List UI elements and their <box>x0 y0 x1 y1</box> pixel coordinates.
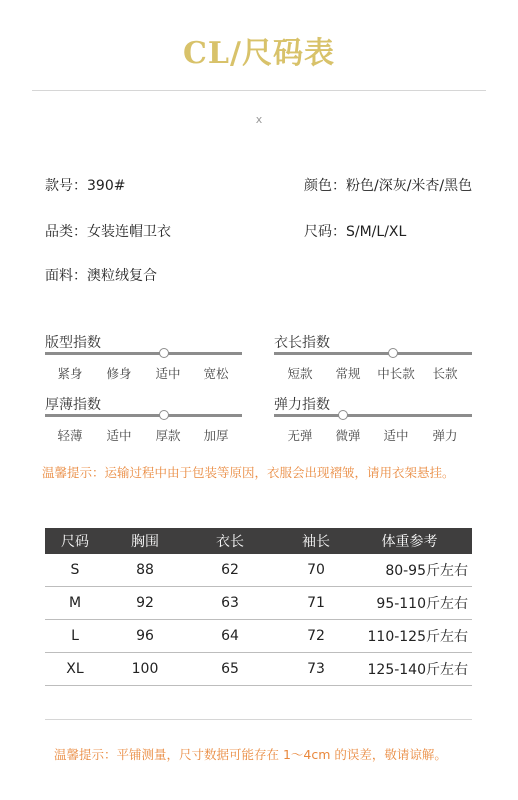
scale-option: 修身 <box>106 366 132 381</box>
scale-option: 加厚 <box>203 428 229 443</box>
scale-option: 微弹 <box>335 428 361 443</box>
header-length: 衣长 <box>216 534 244 550</box>
cell-sleeve: 70 <box>307 562 325 578</box>
table-row <box>45 587 472 620</box>
cell-length: 63 <box>221 595 239 611</box>
table-row <box>45 620 472 653</box>
scale-title: 版型指数 <box>45 335 101 351</box>
cell-length: 62 <box>221 562 239 578</box>
scale-knob <box>388 348 398 358</box>
cell-size: S <box>70 562 80 578</box>
colors: 颜色：粉色/深灰/米杏/黑色 <box>304 178 473 194</box>
table-row <box>45 653 472 686</box>
scale-option: 中长款 <box>377 366 415 381</box>
sizes: 尺码：S/M/L/XL <box>304 224 407 240</box>
scale-title: 衣长指数 <box>274 335 330 351</box>
cell-sleeve: 72 <box>307 628 325 644</box>
cell-chest: 92 <box>136 595 154 611</box>
cell-chest: 88 <box>136 562 154 578</box>
scale-option: 短款 <box>287 366 313 381</box>
scale-option: 适中 <box>106 428 132 443</box>
cell-chest: 100 <box>131 661 159 677</box>
scale-option: 厚款 <box>155 428 181 443</box>
title-divider <box>32 90 486 91</box>
close-mark: x <box>255 113 263 126</box>
scale-option: 宽松 <box>203 366 229 381</box>
fabric: 面料：澳粒绒复合 <box>45 268 157 284</box>
cell-weight: 125-140斤左右 <box>367 662 468 678</box>
cell-sleeve: 71 <box>307 595 325 611</box>
cell-weight: 110-125斤左右 <box>367 629 468 645</box>
scale-option: 适中 <box>383 428 409 443</box>
table-row <box>45 554 472 587</box>
scale-knob <box>159 410 169 420</box>
style-number: 款号：390# <box>45 178 126 194</box>
cell-sleeve: 73 <box>307 661 325 677</box>
category: 品类：女装连帽卫衣 <box>45 224 171 240</box>
cell-chest: 96 <box>136 628 154 644</box>
cell-size: M <box>68 595 82 611</box>
scale-option: 无弹 <box>287 428 313 443</box>
header-size: 尺码 <box>61 534 89 550</box>
scale-track <box>45 414 242 417</box>
header-sleeve: 袖长 <box>302 534 330 550</box>
scale-track <box>274 352 472 355</box>
scale-option: 长款 <box>432 366 458 381</box>
scale-track <box>45 352 242 355</box>
notice-measurement: 温馨提示：平铺测量，尺寸数据可能存在 1～4cm 的误差，敬请谅解。 <box>54 747 447 762</box>
cell-weight: 95-110斤左右 <box>376 596 468 612</box>
cell-length: 65 <box>221 661 239 677</box>
scale-option: 轻薄 <box>57 428 83 443</box>
cell-weight: 80-95斤左右 <box>385 563 468 579</box>
scale-option: 适中 <box>155 366 181 381</box>
scale-track <box>274 414 472 417</box>
cell-length: 64 <box>221 628 239 644</box>
scale-knob <box>159 348 169 358</box>
cell-size: XL <box>66 661 84 677</box>
bottom-divider <box>45 719 472 720</box>
scale-option: 紧身 <box>57 366 83 381</box>
scale-option: 弹力 <box>432 428 458 443</box>
scale-title: 弹力指数 <box>274 397 330 413</box>
notice-shipping: 温馨提示：运输过程中由于包装等原因，衣服会出现褶皱，请用衣架悬挂。 <box>42 465 455 480</box>
scale-title: 厚薄指数 <box>45 397 101 413</box>
scale-knob <box>338 410 348 420</box>
header-chest: 胸围 <box>131 534 159 550</box>
cell-size: L <box>71 628 79 644</box>
table-header <box>45 528 472 554</box>
scale-option: 常规 <box>335 366 361 381</box>
size-table <box>45 528 472 686</box>
page-title: CL/尺码表 <box>183 36 335 71</box>
header-weight: 体重参考 <box>381 534 438 550</box>
